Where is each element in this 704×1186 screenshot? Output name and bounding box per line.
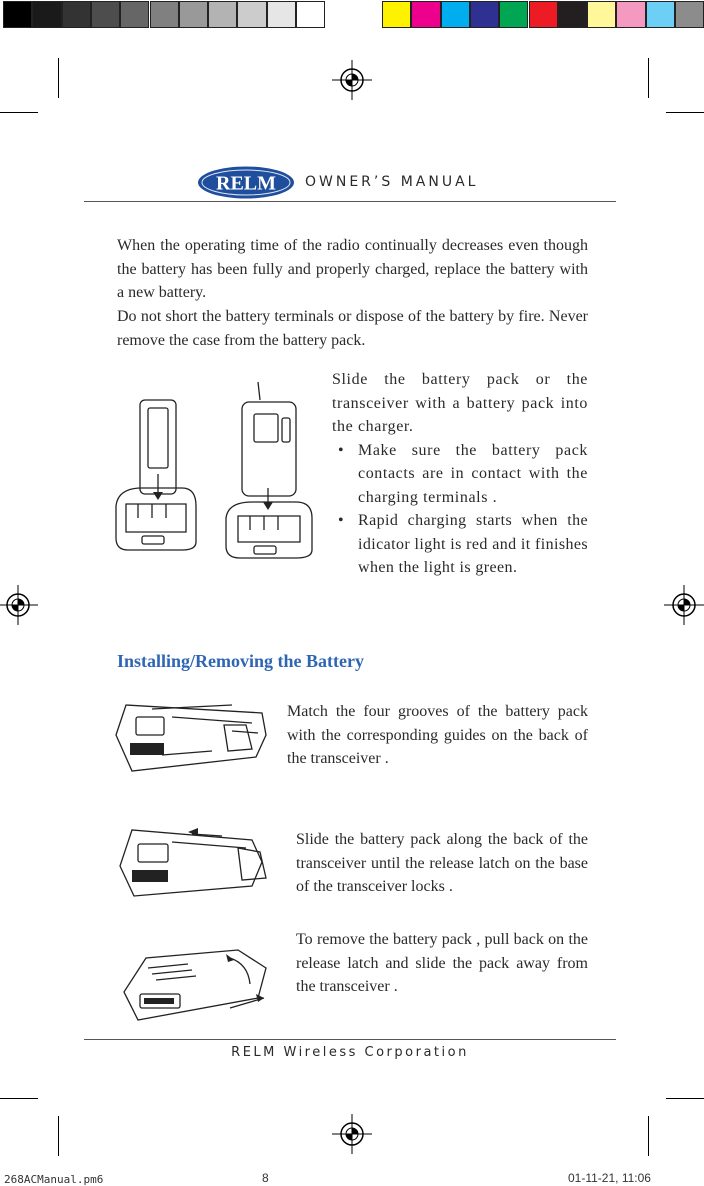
charger-bullet-1: • Make sure the battery pack contacts are in contact with the charging terminals . [332, 439, 588, 510]
process-color-swatch [529, 1, 558, 28]
process-color-swatch [382, 1, 411, 28]
grayscale-swatch [296, 1, 325, 28]
process-color-swatch [470, 1, 499, 28]
charger-illustration [112, 378, 324, 562]
section-title: Installing/Removing the Battery [117, 651, 364, 671]
grayscale-swatch [237, 1, 266, 28]
logo-text: RELM [216, 172, 276, 195]
registration-mark-left [0, 585, 38, 625]
charger-instructions [332, 368, 588, 580]
grayscale-swatch [179, 1, 208, 28]
step-1-text: Match the four grooves of the battery pack with the corresponding guides on the back of the transceiver . [287, 703, 588, 767]
slug-page-number: 8 [262, 1171, 269, 1185]
header-rule [84, 201, 616, 202]
footer-corporation: RELM Wireless Corporation [231, 1045, 469, 1060]
grayscale-swatch [150, 1, 179, 28]
grayscale-swatch [32, 1, 61, 28]
process-color-swatch [499, 1, 528, 28]
process-color-swatch [587, 1, 616, 28]
registration-mark-right [664, 585, 704, 625]
charger-bullet-2: • Rapid charging starts when the idicator light is red and it finishes when the light is green. [332, 509, 588, 580]
process-color-swatch [616, 1, 645, 28]
slug-datetime: 01-11-21, 11:06 [568, 1171, 651, 1185]
intro-paragraph-2: Do not short the battery terminals or dispose of the battery by fire. Never remove the case from the battery pack. [117, 308, 588, 349]
registration-mark-bottom [332, 1114, 372, 1154]
relm-logo [196, 165, 296, 200]
grayscale-swatch [208, 1, 237, 28]
process-color-swatch [675, 1, 704, 28]
manual-title: OWNER’S MANUAL [305, 174, 479, 190]
step-3-text: To remove the battery pack , pull back on the release latch and slide the pack away from the transceiver . [296, 931, 588, 995]
charger-intro: Slide the battery pack or the transceiver with a battery pack into the charger. [332, 371, 588, 435]
step-2-text: Slide the battery pack along the back of the transceiver until the release latch on the base of the transceiver locks . [296, 831, 588, 895]
grayscale-swatch [120, 1, 149, 28]
slug-filename: 268ACManual.pm6 [4, 1173, 104, 1186]
process-color-swatch [646, 1, 675, 28]
grayscale-swatch [267, 1, 296, 28]
intro-paragraph-1: When the operating time of the radio continually decreases even though the battery has been fully and properly charged, replace the battery with a new battery. [117, 237, 588, 301]
battery-remove-illustration [118, 938, 276, 1026]
process-color-swatch [411, 1, 440, 28]
battery-slide-illustration [112, 822, 274, 902]
footer-rule [84, 1039, 616, 1040]
registration-mark-top [332, 60, 372, 100]
process-color-swatch [558, 1, 587, 28]
grayscale-swatch [3, 1, 32, 28]
battery-align-illustration [112, 695, 272, 777]
process-color-swatch [441, 1, 470, 28]
grayscale-swatch [91, 1, 120, 28]
grayscale-swatch [62, 1, 91, 28]
